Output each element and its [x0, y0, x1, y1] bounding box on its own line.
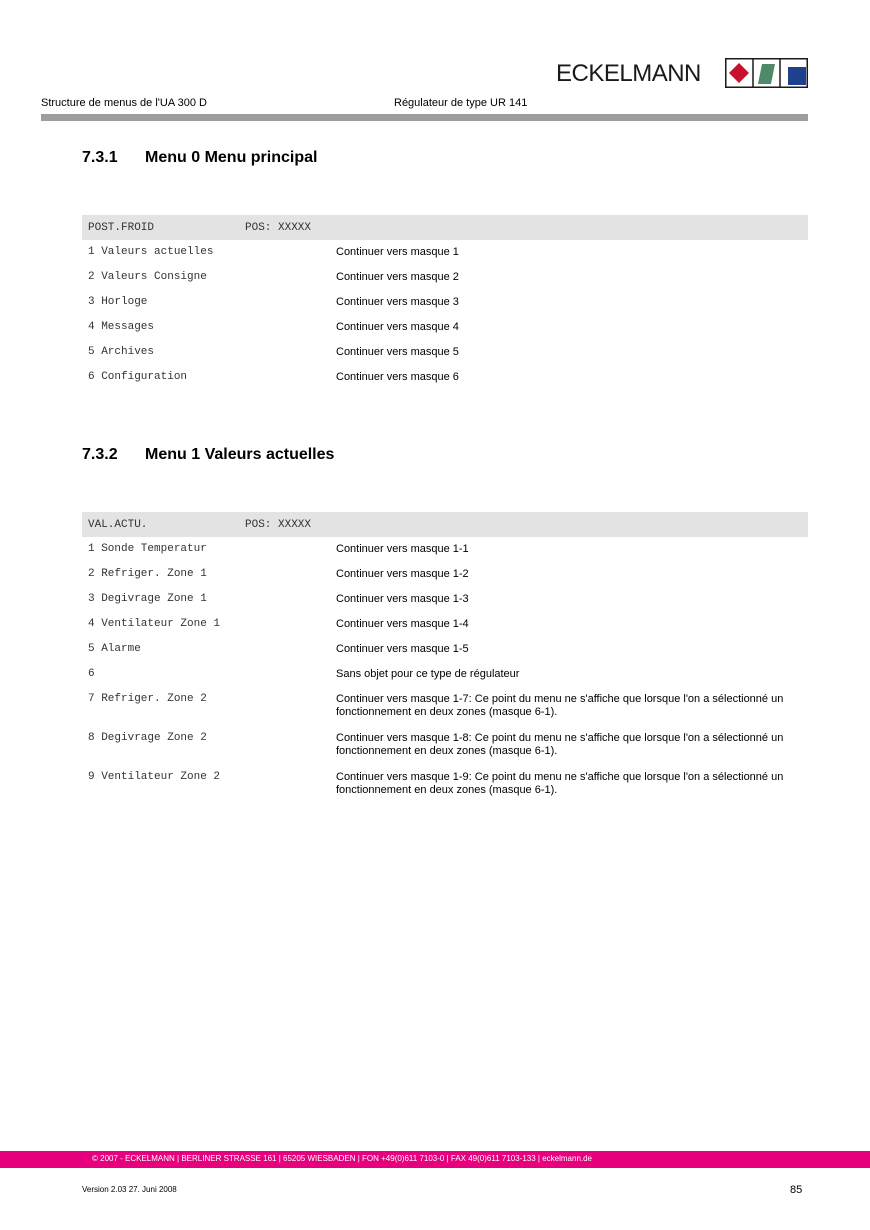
menu-item-code: 8 Degivrage Zone 2	[88, 732, 207, 744]
menu-table-header	[82, 512, 808, 537]
section-title: Menu 1 Valeurs actuelles	[145, 446, 335, 463]
menu-item-desc: Continuer vers masque 1-9: Ce point du menu ne s'affiche que lorsque l'on a sélectionné un fonctionnement en deux zones (masque 6-1).	[336, 771, 784, 796]
logo-squares-icon	[725, 58, 808, 88]
menu-item-code: 5 Alarme	[88, 643, 141, 655]
table-header-pos: POS: XXXXX	[245, 519, 312, 531]
menu-item-code: 9 Ventilateur Zone 2	[88, 771, 221, 783]
menu-item-desc: Continuer vers masque 1-5	[336, 643, 469, 655]
document-title: Structure de menus de l'UA 300 D	[41, 97, 207, 109]
menu-item-code: 2 Refriger. Zone 1	[88, 568, 207, 580]
regulator-type: Régulateur de type UR 141	[394, 97, 528, 109]
menu-item-desc: Continuer vers masque 1-7: Ce point du menu ne s'affiche que lorsque l'on a sélectionné un fonctionnement en deux zones (masque 6-1).	[336, 693, 784, 718]
section-title: Menu 0 Menu principal	[145, 149, 318, 166]
version-info: Version 2.03 27. Juni 2008	[82, 1185, 177, 1194]
menu-item-code: 6	[88, 668, 95, 680]
section-number: 7.3.1	[82, 149, 118, 166]
menu-item-desc: Continuer vers masque 6	[336, 371, 459, 383]
header-divider	[41, 114, 808, 121]
menu-item-desc: Continuer vers masque 1-2	[336, 568, 469, 580]
menu-item-code: 3 Degivrage Zone 1	[88, 593, 207, 605]
menu-item-desc: Sans objet pour ce type de régulateur	[336, 668, 520, 680]
menu-item-desc: Continuer vers masque 1-1	[336, 543, 469, 555]
menu-table-header	[82, 215, 808, 240]
section-number: 7.3.2	[82, 446, 118, 463]
menu-item-code: 6 Configuration	[88, 371, 188, 383]
menu-item-desc: Continuer vers masque 1-4	[336, 618, 469, 630]
section-heading	[82, 149, 317, 167]
menu-item-code: 2 Valeurs Consigne	[88, 271, 207, 283]
menu-item-desc: Continuer vers masque 2	[336, 271, 459, 283]
section-heading	[82, 446, 334, 464]
menu-item-desc: Continuer vers masque 1-8: Ce point du menu ne s'affiche que lorsque l'on a sélectionné un fonctionnement en deux zones (masque 6-1).	[336, 732, 784, 757]
menu-item-desc: Continuer vers masque 3	[336, 296, 459, 308]
menu-item-code: 4 Ventilateur Zone 1	[88, 618, 221, 630]
menu-item-code: 1 Sonde Temperatur	[88, 543, 207, 555]
menu-item-code: 4 Messages	[88, 321, 155, 333]
footer-address: © 2007 - ECKELMANN | BERLINER STRASSE 161 | 65205 WIESBADEN | FON +49(0)611 7103-0 | FAX 49(0)611 7103-133 | eckelmann.de	[92, 1154, 593, 1163]
footer-bar	[0, 1151, 870, 1168]
table-header-label: VAL.ACTU.	[88, 519, 148, 531]
menu-item-desc: Continuer vers masque 1	[336, 246, 459, 258]
eckelmann-logo	[556, 58, 808, 88]
table-header-label: POST.FROID	[88, 222, 155, 234]
page-number: 85	[790, 1184, 803, 1196]
menu-item-desc: Continuer vers masque 4	[336, 321, 459, 333]
brand-name: ECKELMANN	[556, 60, 701, 87]
menu-item-code: 1 Valeurs actuelles	[88, 246, 214, 258]
table-header-pos: POS: XXXXX	[245, 222, 312, 234]
menu-item-code: 7 Refriger. Zone 2	[88, 693, 207, 705]
menu-item-code: 3 Horloge	[88, 296, 148, 308]
menu-item-desc: Continuer vers masque 1-3	[336, 593, 469, 605]
menu-item-code: 5 Archives	[88, 346, 155, 358]
menu-item-desc: Continuer vers masque 5	[336, 346, 459, 358]
